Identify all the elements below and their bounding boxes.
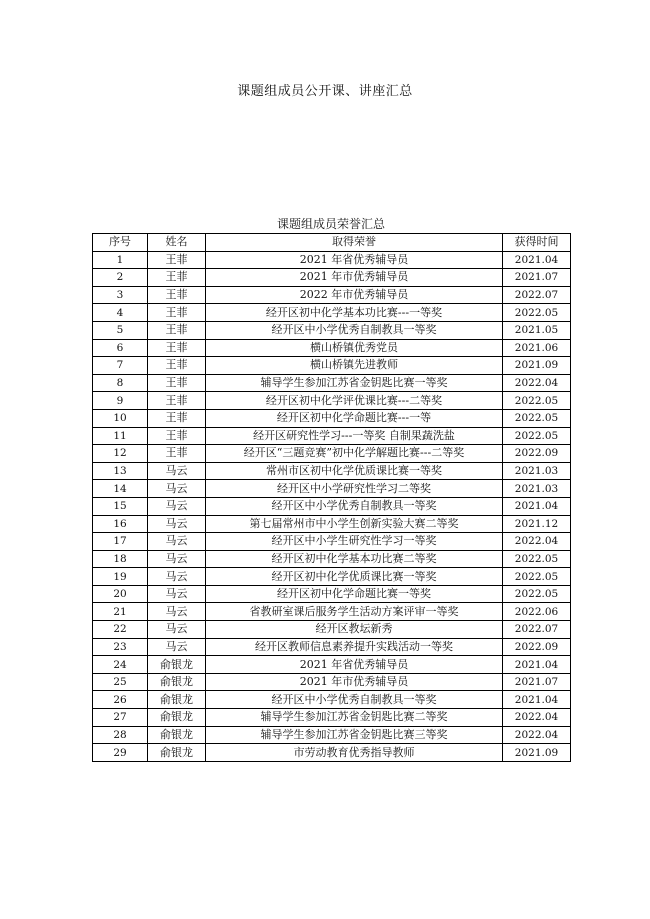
cell-index: 26: [93, 691, 148, 709]
cell-date: 2022.05: [503, 392, 571, 410]
cell-honor: 2022 年市优秀辅导员: [206, 286, 503, 304]
cell-date: 2022.05: [503, 304, 571, 322]
cell-name: 王菲: [148, 427, 206, 445]
table-row: [93, 304, 571, 322]
cell-name: 马云: [148, 603, 206, 621]
cell-date: 2021.07: [503, 673, 571, 691]
cell-honor: 经开区中小学优秀自制教具一等奖: [206, 321, 503, 339]
table-row: [93, 374, 571, 392]
cell-honor: 市劳动教育优秀指导教师: [206, 744, 503, 762]
table-row: [93, 568, 571, 586]
table-row: [93, 286, 571, 304]
cell-date: 2022.07: [503, 621, 571, 639]
cell-index: 12: [93, 445, 148, 463]
cell-honor: 常州市区初中化学优质课比赛一等奖: [206, 462, 503, 480]
cell-date: 2022.07: [503, 286, 571, 304]
table-row: [93, 269, 571, 287]
table-row: [93, 621, 571, 639]
cell-index: 29: [93, 744, 148, 762]
cell-index: 21: [93, 603, 148, 621]
cell-index: 6: [93, 339, 148, 357]
honors-table: [92, 233, 571, 762]
cell-name: 马云: [148, 621, 206, 639]
table-row: [93, 409, 571, 427]
column-header-date: 获得时间: [503, 234, 571, 252]
cell-index: 1: [93, 251, 148, 269]
cell-date: 2021.07: [503, 269, 571, 287]
cell-date: 2022.04: [503, 374, 571, 392]
table-row: [93, 744, 571, 762]
cell-date: 2022.05: [503, 427, 571, 445]
cell-honor: 经开区中小学优秀自制教具一等奖: [206, 497, 503, 515]
table-row: [93, 392, 571, 410]
cell-name: 俞银龙: [148, 709, 206, 727]
cell-date: 2022.05: [503, 409, 571, 427]
cell-index: 22: [93, 621, 148, 639]
cell-index: 28: [93, 726, 148, 744]
cell-honor: 2021 年省优秀辅导员: [206, 251, 503, 269]
table-row: [93, 321, 571, 339]
cell-honor: 2021 年市优秀辅导员: [206, 673, 503, 691]
cell-name: 马云: [148, 515, 206, 533]
cell-index: 10: [93, 409, 148, 427]
cell-index: 8: [93, 374, 148, 392]
cell-index: 24: [93, 656, 148, 674]
cell-honor: 辅导学生参加江苏省金钥匙比赛二等奖: [206, 709, 503, 727]
cell-honor: 经开区研究性学习---一等奖 自制果蔬洗盐: [206, 427, 503, 445]
table-row: [93, 462, 571, 480]
table-row: [93, 638, 571, 656]
cell-date: 2022.04: [503, 726, 571, 744]
cell-name: 马云: [148, 480, 206, 498]
cell-date: 2022.06: [503, 603, 571, 621]
table-row: [93, 656, 571, 674]
column-header-name: 姓名: [148, 234, 206, 252]
table-row: [93, 445, 571, 463]
cell-honor: 经开区初中化学命题比赛一等奖: [206, 585, 503, 603]
column-header-index: 序号: [93, 234, 148, 252]
cell-index: 5: [93, 321, 148, 339]
table-row: [93, 691, 571, 709]
table-row: [93, 480, 571, 498]
cell-honor: 横山桥镇先进教师: [206, 357, 503, 375]
table-row: [93, 339, 571, 357]
cell-index: 25: [93, 673, 148, 691]
cell-name: 俞银龙: [148, 726, 206, 744]
cell-date: 2021.04: [503, 656, 571, 674]
cell-date: 2021.05: [503, 321, 571, 339]
cell-date: 2021.09: [503, 744, 571, 762]
cell-honor: 经开区教坛新秀: [206, 621, 503, 639]
column-header-honor: 取得荣誉: [206, 234, 503, 252]
cell-honor: 2021 年市优秀辅导员: [206, 269, 503, 287]
cell-index: 11: [93, 427, 148, 445]
cell-name: 马云: [148, 497, 206, 515]
cell-honor: 经开区中小学优秀自制教具一等奖: [206, 691, 503, 709]
table-row: [93, 673, 571, 691]
cell-date: 2022.04: [503, 533, 571, 551]
cell-index: 27: [93, 709, 148, 727]
cell-honor: 经开区“三题竞赛”初中化学解题比赛---二等奖: [206, 445, 503, 463]
cell-name: 马云: [148, 568, 206, 586]
cell-date: 2022.05: [503, 550, 571, 568]
cell-index: 16: [93, 515, 148, 533]
cell-honor: 经开区初中化学基本功比赛---一等奖: [206, 304, 503, 322]
cell-date: 2022.05: [503, 568, 571, 586]
cell-name: 马云: [148, 462, 206, 480]
cell-index: 13: [93, 462, 148, 480]
page-title: 课题组成员公开课、讲座汇总: [237, 84, 413, 99]
table-row: [93, 497, 571, 515]
table-row: [93, 533, 571, 551]
cell-date: 2022.09: [503, 445, 571, 463]
cell-index: 4: [93, 304, 148, 322]
cell-date: 2022.05: [503, 585, 571, 603]
cell-name: 王菲: [148, 409, 206, 427]
cell-name: 王菲: [148, 339, 206, 357]
cell-index: 15: [93, 497, 148, 515]
cell-date: 2022.09: [503, 638, 571, 656]
cell-index: 20: [93, 585, 148, 603]
cell-index: 19: [93, 568, 148, 586]
cell-name: 王菲: [148, 269, 206, 287]
cell-name: 王菲: [148, 445, 206, 463]
cell-honor: 辅导学生参加江苏省金钥匙比赛一等奖: [206, 374, 503, 392]
cell-index: 23: [93, 638, 148, 656]
cell-name: 马云: [148, 550, 206, 568]
cell-name: 俞银龙: [148, 691, 206, 709]
cell-index: 9: [93, 392, 148, 410]
cell-date: 2021.06: [503, 339, 571, 357]
table-row: [93, 603, 571, 621]
cell-index: 18: [93, 550, 148, 568]
cell-name: 马云: [148, 585, 206, 603]
cell-honor: 2021 年省优秀辅导员: [206, 656, 503, 674]
cell-date: 2021.04: [503, 691, 571, 709]
table-row: [93, 427, 571, 445]
cell-date: 2021.09: [503, 357, 571, 375]
table-row: [93, 251, 571, 269]
cell-honor: 省教研室课后服务学生活动方案评审一等奖: [206, 603, 503, 621]
cell-date: 2021.03: [503, 480, 571, 498]
cell-name: 王菲: [148, 357, 206, 375]
table-header-row: [93, 234, 571, 252]
table-row: [93, 550, 571, 568]
cell-honor: 经开区中小学研究性学习二等奖: [206, 480, 503, 498]
cell-index: 2: [93, 269, 148, 287]
cell-index: 17: [93, 533, 148, 551]
cell-name: 马云: [148, 533, 206, 551]
cell-date: 2021.12: [503, 515, 571, 533]
cell-honor: 经开区教师信息素养提升实践活动一等奖: [206, 638, 503, 656]
cell-honor: 第七届常州市中小学生创新实验大赛二等奖: [206, 515, 503, 533]
cell-name: 俞银龙: [148, 656, 206, 674]
table-row: [93, 515, 571, 533]
cell-name: 俞银龙: [148, 744, 206, 762]
table-row: [93, 585, 571, 603]
cell-honor: 经开区初中化学评优课比赛---二等奖: [206, 392, 503, 410]
cell-date: 2021.04: [503, 251, 571, 269]
table-row: [93, 709, 571, 727]
table-body: [93, 251, 571, 761]
cell-name: 王菲: [148, 392, 206, 410]
cell-name: 俞银龙: [148, 673, 206, 691]
cell-date: 2021.04: [503, 497, 571, 515]
table-row: [93, 726, 571, 744]
cell-date: 2022.04: [503, 709, 571, 727]
cell-honor: 经开区中小学生研究性学习一等奖: [206, 533, 503, 551]
cell-index: 14: [93, 480, 148, 498]
cell-index: 7: [93, 357, 148, 375]
cell-date: 2021.03: [503, 462, 571, 480]
cell-honor: 经开区初中化学命题比赛---一等: [206, 409, 503, 427]
cell-name: 王菲: [148, 304, 206, 322]
cell-honor: 经开区初中化学优质课比赛一等奖: [206, 568, 503, 586]
cell-name: 王菲: [148, 321, 206, 339]
cell-name: 王菲: [148, 251, 206, 269]
cell-index: 3: [93, 286, 148, 304]
cell-honor: 辅导学生参加江苏省金钥匙比赛三等奖: [206, 726, 503, 744]
table-row: [93, 357, 571, 375]
cell-name: 王菲: [148, 286, 206, 304]
table-caption: 课题组成员荣誉汇总: [276, 217, 385, 231]
cell-honor: 经开区初中化学基本功比赛二等奖: [206, 550, 503, 568]
cell-honor: 横山桥镇优秀党员: [206, 339, 503, 357]
cell-name: 马云: [148, 638, 206, 656]
cell-name: 王菲: [148, 374, 206, 392]
